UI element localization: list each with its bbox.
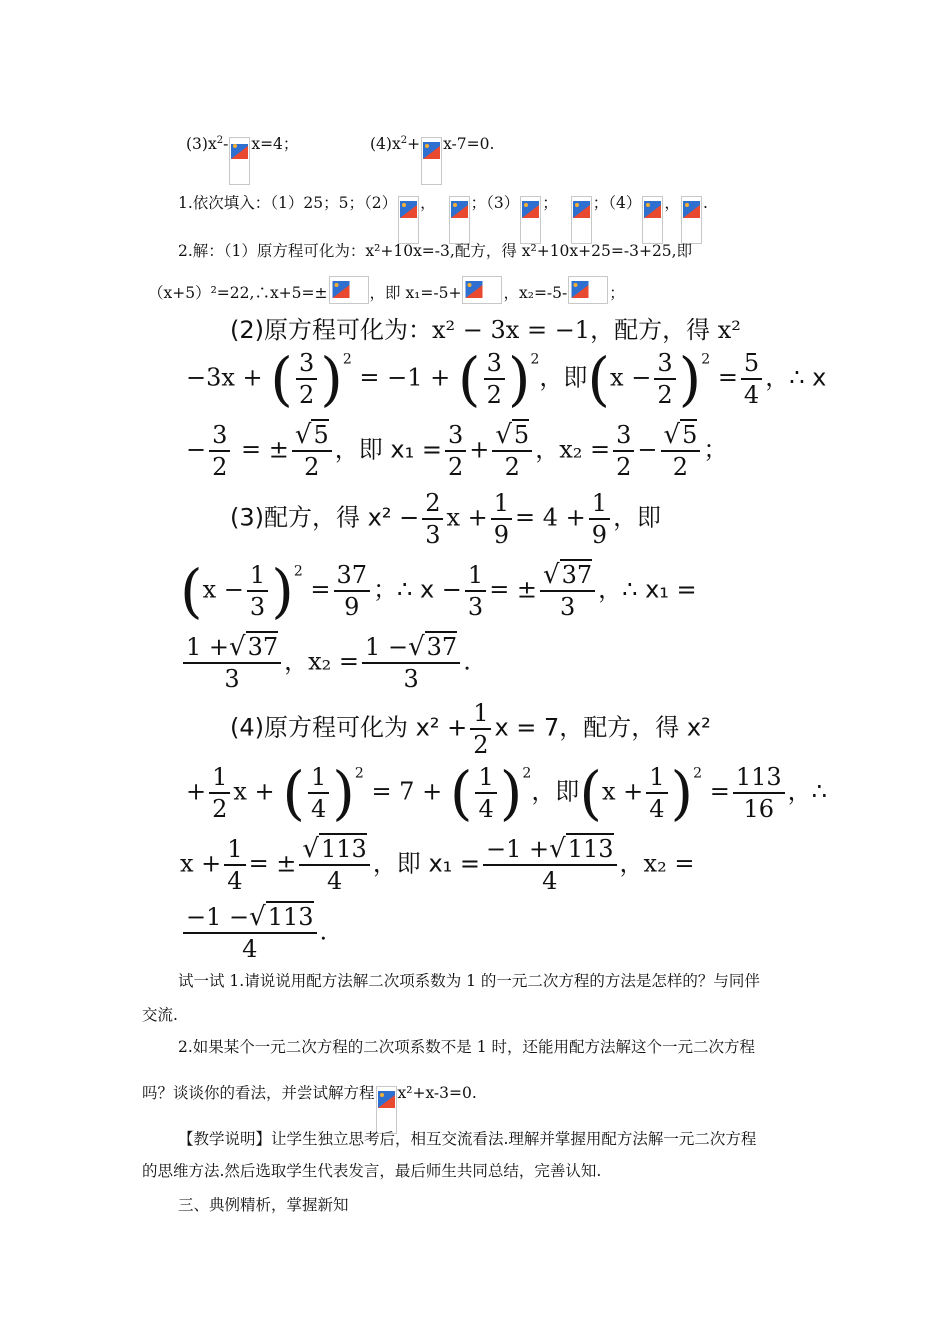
math-text: ，∴ (787, 777, 827, 806)
math-text: ，即 x₁ = (334, 435, 442, 464)
exponent: 2 (216, 135, 224, 146)
exponent: 2 (400, 135, 408, 146)
math-text: ； (703, 435, 728, 464)
denominator: 2 (486, 381, 502, 409)
math-text: x + (180, 849, 222, 878)
numerator: 1 (209, 762, 230, 794)
exercise-3-tail: x=4； (251, 135, 299, 153)
denominator: 2 (304, 453, 320, 481)
denominator: 2 (298, 381, 315, 409)
separator: ， (664, 194, 680, 212)
denominator: 9 (493, 521, 510, 549)
math-3-row-3: $\frac{1 +√37}{3}$ ，x₂ = $\frac{1 -√37}{3}$ . (180, 632, 471, 694)
numerator: 3 (209, 420, 230, 452)
denominator: 4 (310, 795, 327, 823)
numerator: 3 (445, 420, 466, 452)
math-text: − (186, 435, 207, 464)
denominator: 4 (227, 867, 243, 895)
math-text: x + (233, 777, 275, 806)
math-text: = −1 + (359, 363, 451, 392)
denominator: 4 (242, 935, 258, 963)
answer-1-line (178, 192, 708, 244)
separator: ； (592, 194, 609, 212)
math-text: = (717, 363, 738, 392)
radicand: 5 (313, 421, 329, 449)
math-text: ；∴ x − (373, 575, 462, 604)
paragraph-text: 交流. (142, 1006, 178, 1024)
numerator: 2 (422, 488, 443, 520)
radicand: 37 (247, 633, 279, 661)
broken-image-icon (229, 137, 250, 185)
math-text: . (319, 917, 328, 946)
broken-image-icon (568, 276, 608, 304)
denominator: 3 (559, 593, 576, 621)
denominator: 4 (743, 381, 760, 409)
denominator: 2 (473, 731, 489, 759)
note-line-2 (142, 1160, 601, 1182)
math-text: = ± (248, 849, 297, 878)
note-line-1 (178, 1128, 756, 1150)
math-text: −1 − (186, 903, 250, 931)
answer-2-text: ，x₂=-5- (503, 284, 568, 302)
math-text: ，即 (539, 363, 588, 392)
answer-2-line-1 (178, 240, 692, 262)
broken-image-icon (571, 196, 592, 244)
math-text: x + (446, 503, 488, 532)
broken-image-icon (462, 276, 502, 304)
separator: ； (470, 194, 487, 212)
math-text: = 7 + (371, 777, 443, 806)
math-text: ，即 x₁ = (372, 849, 481, 878)
math-text: − (637, 435, 658, 464)
math-4-row-2: + $\frac{1}{2}$ x + ( $\frac{1}{4}$ )$^2$ = 7 + ( $\frac{1}{4}$ )$^2$，即(x + $\frac{1}{4}$ )$^2$ = $\frac{113}{16}$ ，∴ (186, 759, 827, 827)
answer-2-text: ； (609, 284, 625, 302)
math-text: 1 + (186, 633, 230, 661)
broken-image-icon (449, 196, 470, 244)
try-it-line-1 (178, 970, 760, 992)
paragraph-text: 【教学说明】让学生独立思考后，相互交流看法.理解并掌握用配方法解一元二次方程 (178, 1130, 757, 1148)
operator: + (407, 135, 421, 153)
radicand: 37 (426, 633, 458, 661)
numerator: 3 (296, 348, 317, 380)
math-text: + (186, 777, 207, 806)
denominator: 3 (403, 665, 419, 693)
broken-image-icon (376, 1086, 397, 1134)
math-3-row-1 (230, 488, 661, 550)
math-text: ，即 (531, 777, 580, 806)
separator: ， (420, 194, 436, 212)
math-text: x + (601, 777, 644, 806)
math-text: −3x + (186, 363, 263, 392)
exercise-3-text: (3)x (186, 135, 217, 153)
denominator: 2 (212, 795, 228, 823)
math-4-row-3: x + $\frac{1}{4}$ = ± $\frac{√113}{4}$ ，即 x₁ = $\frac{-1 +√113}{4}$ ，x₂ = (180, 834, 695, 895)
numerator: 1 (224, 834, 245, 866)
radicand: 37 (561, 561, 593, 589)
radicand: 113 (267, 903, 314, 931)
numerator: 1 (475, 762, 496, 794)
section-heading (178, 1194, 349, 1216)
math-text: ，∴ x₁ = (598, 575, 697, 604)
numerator: 1 (470, 698, 491, 730)
denominator: 4 (326, 867, 343, 895)
denominator: 3 (425, 521, 441, 549)
radicand: 113 (567, 835, 614, 863)
paragraph-text: 试一试 1.请说说用配方法解二次项系数为 1 的一元二次方程的方法是怎样的？与同伴 (178, 972, 760, 990)
part-3-label: （3） (486, 194, 520, 212)
paragraph-text: x²+x-3=0. (397, 1084, 477, 1102)
exercise-4-tail: x-7=0. (443, 135, 495, 153)
numerator: 1 (589, 488, 610, 520)
answer-2-line-2 (148, 276, 625, 304)
answer-2-text: 2.解：（1）原方程可化为：x²+10x=-3,配方，得 x²+10x+25=-3+25,即 (178, 242, 693, 260)
numerator: 3 (654, 348, 675, 380)
numerator: 37 (334, 560, 371, 592)
math-text: (4)原方程可化为 x² + (230, 713, 468, 742)
math-text: ，即 (613, 503, 662, 532)
math-text: . (463, 647, 471, 676)
try-it-line-2 (142, 1004, 178, 1026)
math-text: ，∴ x (765, 363, 827, 392)
math-text: x − (610, 363, 652, 392)
paragraph-text: 吗？谈谈你的看法，并尝试解方程 (142, 1084, 375, 1102)
math-text: ，x₂ = (619, 849, 695, 878)
math-text: (2)原方程可化为： (230, 316, 432, 344)
numerator: 5 (741, 348, 762, 380)
exercise-4-text: (4)x (370, 135, 401, 153)
denominator: 16 (743, 795, 774, 823)
denominator: 4 (542, 867, 558, 895)
math-text: ，x₂ = (284, 647, 360, 676)
heading-text: 三、典例精析，掌握新知 (178, 1196, 349, 1214)
numerator: 113 (733, 762, 785, 794)
math-4-row-1 (230, 698, 711, 760)
denominator: 4 (649, 795, 665, 823)
paragraph-text: 2.如果某个一元二次方程的二次项系数不是 1 时，还能用配方法解这个一元二次方程 (178, 1038, 756, 1056)
math-3-row-2: (x − $\frac{1}{3}$ )$^2$ = $\frac{37}{9}$ ；∴ x − $\frac{1}{3}$ = ± $\frac{√37}{3}$ ，∴ x₁ = (180, 557, 697, 625)
denominator: 3 (249, 593, 266, 621)
denominator: 2 (212, 453, 228, 481)
broken-image-icon (681, 196, 702, 244)
numerator: 3 (613, 420, 634, 452)
denominator: 4 (478, 795, 494, 823)
broken-image-icon (329, 276, 369, 304)
denominator: 2 (504, 453, 520, 481)
numerator: 1 (491, 488, 512, 520)
math-2-row-2: −3x + ( $\frac{3}{2}$ )$^2$ = −1 + ( $\frac{3}{2}$ )$^2$，即(x − $\frac{3}{2}$ )$^2$ = $\frac{5}{4}$ ，∴ x (186, 345, 827, 413)
separator: ； (542, 194, 558, 212)
numerator: 1 (308, 762, 329, 794)
numerator: 1 (646, 762, 667, 794)
numerator: 1 (247, 560, 268, 592)
math-text: x² − 3x = −1，配方，得 x² (432, 316, 741, 344)
try-it-line-3 (178, 1036, 755, 1058)
broken-image-icon (398, 196, 419, 244)
math-text: x − (202, 575, 244, 604)
math-text: 1 − (365, 633, 409, 661)
math-text: ，x₂ = (535, 435, 611, 464)
math-text: x = 7，配方，得 x² (494, 713, 711, 742)
exercise-line (370, 130, 494, 185)
answer-2-text: ，即 x₁=-5+ (369, 284, 462, 302)
answer-1-text: 1.依次填入：（1）25；5；（2） (178, 194, 398, 212)
period: . (702, 194, 708, 212)
paragraph-text: 的思维方法.然后选取学生代表发言，最后师生共同总结，完善认知. (142, 1162, 602, 1180)
broken-image-icon (421, 137, 442, 185)
radicand: 5 (682, 421, 698, 449)
part-4-label: （4） (608, 194, 642, 212)
denominator: 3 (224, 665, 240, 693)
math-text: = (310, 575, 331, 604)
denominator: 2 (616, 453, 632, 481)
math-text: = (709, 777, 730, 806)
try-it-line-4 (142, 1082, 477, 1134)
denominator: 3 (467, 593, 484, 621)
math-2-row-3: − $\frac{3}{2}$ = ± $\frac{√5}{2}$ ，即 x₁ = $\frac{3}{2}$ + $\frac{√5}{2}$ ，x₂ = $\frac{3}{2}$ − $\frac{√5}{2}$ ； (186, 420, 728, 481)
exercise-line (186, 130, 298, 185)
broken-image-icon (520, 196, 541, 244)
math-text: = ± (489, 575, 538, 604)
math-text: = 4 + (515, 503, 586, 532)
radicand: 5 (513, 421, 530, 449)
math-text: = ± (241, 435, 289, 464)
numerator: 1 (465, 560, 486, 592)
math-4-row-4: $\frac{-1 -√113}{4}$ . (180, 902, 327, 964)
broken-image-icon (642, 196, 663, 244)
denominator: 2 (447, 453, 464, 481)
denominator: 2 (672, 453, 689, 481)
math-text: (3)配方，得 x² − (230, 503, 420, 532)
denominator: 9 (344, 593, 360, 621)
radicand: 113 (321, 835, 367, 863)
math-2-row-1 (230, 310, 741, 345)
numerator: 3 (484, 348, 505, 380)
denominator: 2 (657, 381, 673, 409)
math-text: + (469, 435, 490, 464)
answer-2-text: （x+5）²=22,∴x+5=± (148, 284, 328, 302)
math-text: −1 + (486, 835, 550, 863)
operator: - (223, 135, 229, 153)
denominator: 9 (591, 521, 608, 549)
